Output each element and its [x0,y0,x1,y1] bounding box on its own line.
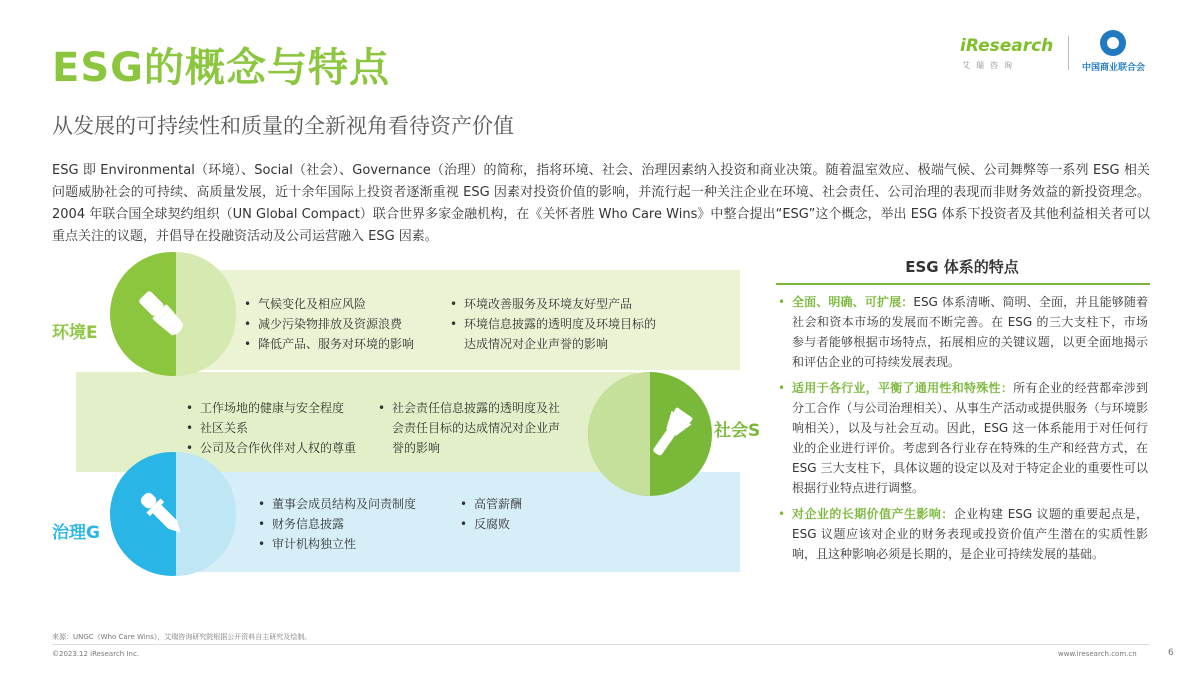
page-subtitle: 从发展的可持续性和质量的全新视角看待资产价值 [52,114,514,138]
feature-body: ESG 体系清晰、简明、全面，并且能够随着社会和资本市场的发展而不断完善。在 ESG 的三大支柱下，市场参与者能够根据市场特点，拓展相应的关键议题，以更全面地揭示和评估企业的可持续发展表现。 [792,295,1148,369]
feature-head: 适用于各行业，平衡了通用性和特殊性： [792,381,1014,395]
footer-divider [52,644,1150,645]
list-item: • 降低产品、服务对环境的影响 [244,334,444,354]
intro-paragraph: ESG 即 Environmental（环境）、Social（社会）、Governance（治理）的简称，指将环境、社会、治理因素纳入投资和商业决策。随着温室效应、极端气候、公司舞弊等一系列 ESG 相关问题威胁社会的可持续、高质量发展，近十余年国际上投资者逐渐重视 ESG 因素对投资价值的影响，并流行起一种关注企业在环境、社会责任、公司治理的表现而非财务效益的新投资理念。2004 年联合国全球契约组织（UN Global Compact）联合世界多家金融机构，在《关怀者胜 Who Care Wins》中整合提出“ESG”这个概念，举出 ESG 体系下投资者及其他利益相关者可以重点关注的议题，并倡导在投融资活动及公司运营融入 ESG 因素。 [52,163,1150,244]
env-label: 环境E [52,323,98,343]
list-item: • 气候变化及相应风险 [244,294,444,314]
env-list-2 [450,294,664,354]
list-item: • 减少污染物排放及资源浪费 [244,314,444,334]
social-list-1 [186,398,378,458]
list-item: • 审计机构独立性 [258,534,448,554]
social-list-2 [378,398,570,458]
features-list [776,292,1148,570]
feature-item [776,292,1148,372]
cgcc-logo-icon [1100,30,1126,56]
cgcc-logo-text: 中国商业联合会 [1082,63,1146,73]
copyright: ©2023.12 iResearch Inc. [52,650,140,658]
dropper-icon [132,484,192,544]
torch-icon [640,404,700,464]
iresearch-logo-sub: 艾瑞咨询 [962,61,1018,70]
list-item: • 高管薪酬 [460,494,600,514]
env-list-1 [244,294,444,354]
source-note: 来源：UNGC《Who Care Wins》，艾瑞咨询研究院根据公开资料自主研究及绘制。 [52,633,312,641]
feature-head: 对企业的长期价值产生影响： [792,507,954,521]
social-label: 社会S [714,421,761,441]
feature-item [776,504,1148,564]
features-title: ESG 体系的特点 [905,258,1019,276]
list-item: • 工作场地的健康与安全程度 [186,398,378,418]
page-title: ESG的概念与特点 [52,45,390,91]
list-item: • 反腐败 [460,514,600,534]
gov-list-1 [258,494,448,554]
list-item: • 社区关系 [186,418,378,438]
list-item: • 公司及合作伙伴对人权的尊重 [186,438,378,458]
logo-divider [1068,36,1069,70]
list-item: • 社会责任信息披露的透明度及社会责任目标的达成情况对企业声誉的影响 [378,398,570,458]
logo-area [960,30,1150,80]
list-item: • 财务信息披露 [258,514,448,534]
iresearch-logo: iResearch [960,36,1054,56]
website-link[interactable]: www.iresearch.com.cn [1058,650,1137,658]
feature-head: 全面、明确、可扩展： [792,295,914,309]
page-number: 6 [1168,648,1174,658]
features-divider [776,283,1150,285]
list-item: • 环境信息披露的透明度及环境目标的达成情况对企业声誉的影响 [450,314,664,354]
gov-list-2 [460,494,600,534]
list-item: • 董事会成员结构及问责制度 [258,494,448,514]
feature-item [776,378,1148,498]
brush-icon [132,284,192,344]
feature-body: 企业构建 ESG 议题的重要起点是，ESG 议题应该对企业的财务表现或投资价值产生潜在的实质性影响，且这种影响必须是长期的，是企业可持续发展的基础。 [792,507,1148,561]
list-item: • 环境改善服务及环境友好型产品 [450,294,664,314]
gov-label: 治理G [52,523,100,543]
feature-body: 所有企业的经营都牵涉到分工合作（与公司治理相关）、从事生产活动或提供服务（与环境影响相关），以及与社会互动。因此，ESG 这一体系能用于对任何行业的企业进行评价。考虑到各行业存在特殊的生产和经营方式，在 ESG 三大支柱下，具体议题的设定以及对于特定企业的重要性可以根据行业特点进行调整。 [792,381,1148,495]
